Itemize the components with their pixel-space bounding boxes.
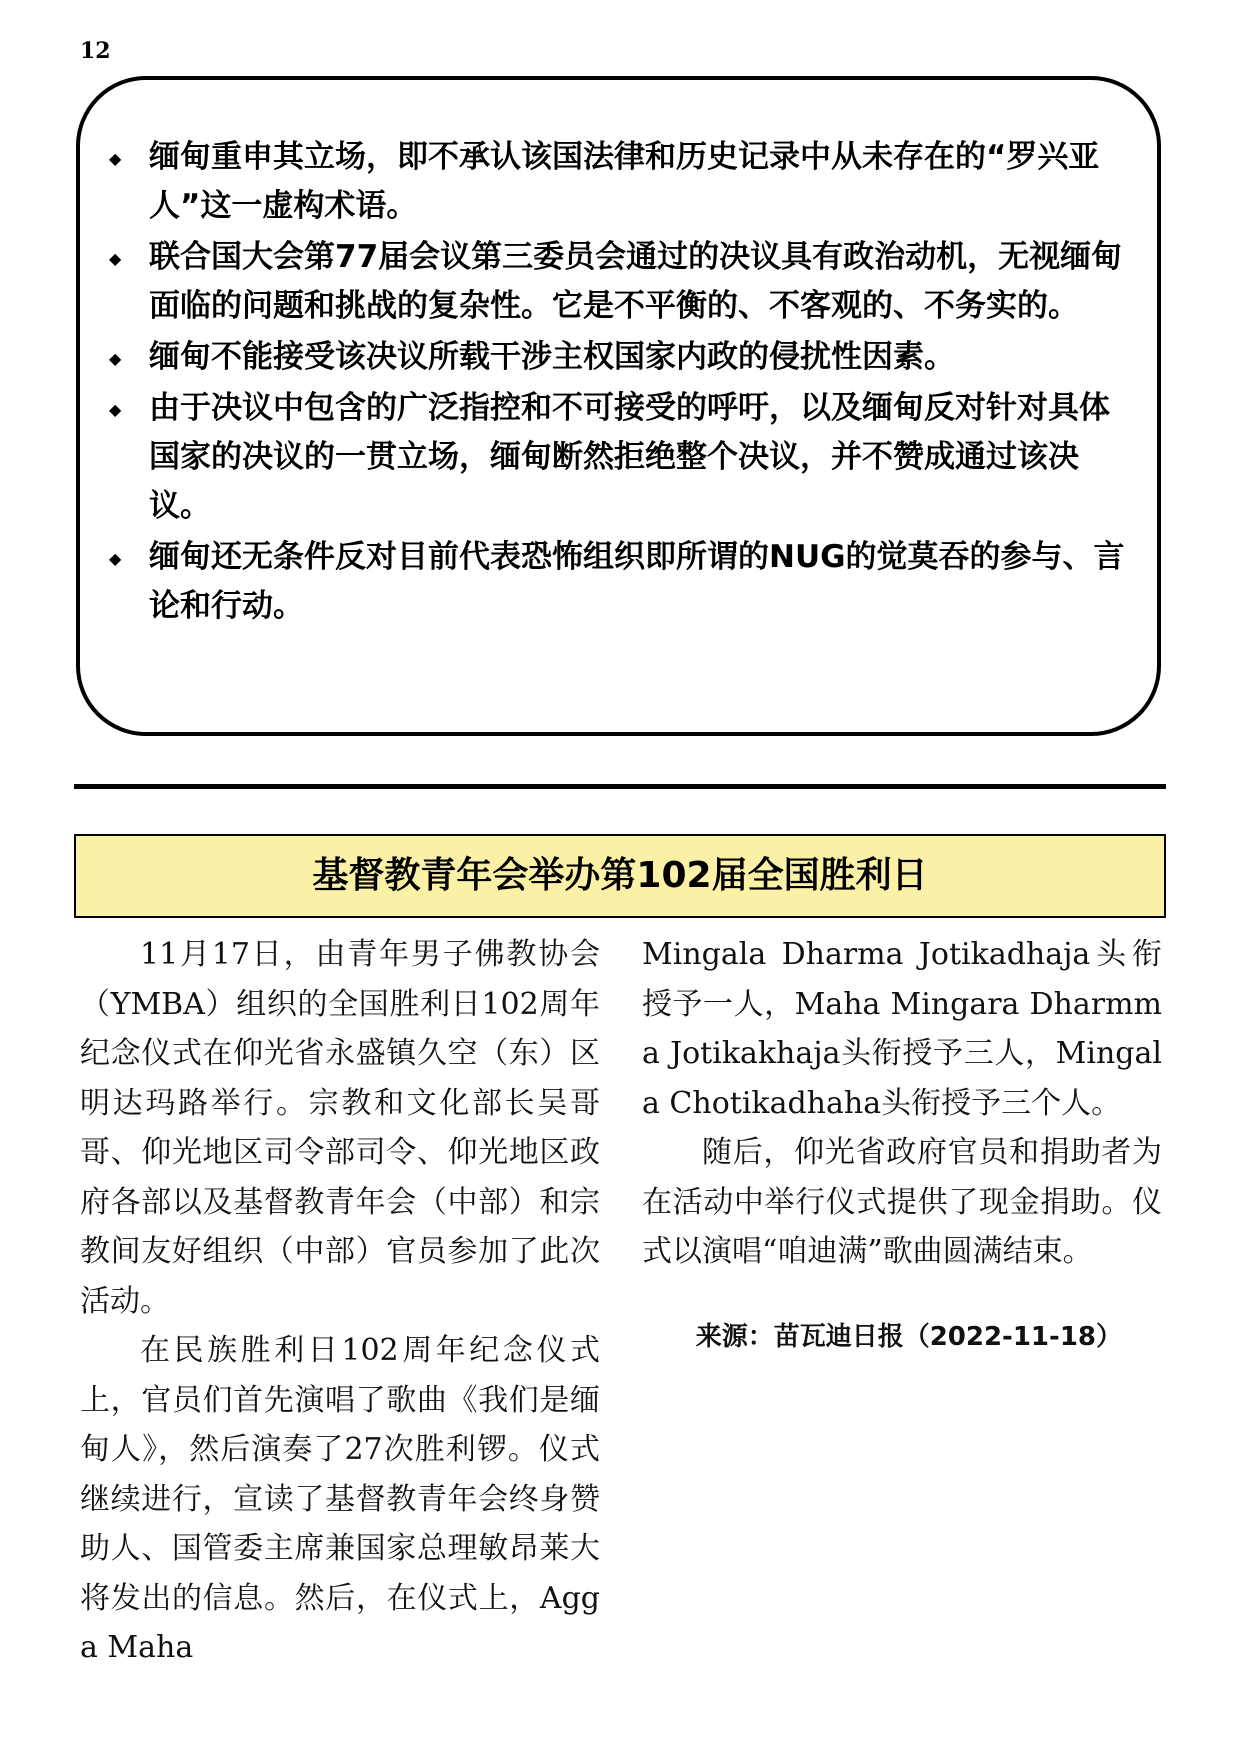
diamond-bullet-icon: ◆: [109, 249, 122, 268]
diamond-bullet-icon: ◆: [109, 400, 122, 419]
diamond-bullet-icon: ◆: [109, 349, 122, 368]
right-column: [642, 930, 1162, 1362]
bullet-list: [105, 133, 1140, 633]
list-item: [105, 133, 1140, 231]
bullet-text: 缅甸重申其立场，即不承认该国法律和历史记录中从未存在的“罗兴亚人”这一虚构术语。: [149, 139, 1100, 224]
list-item: [105, 333, 1140, 382]
article-title: 基督教青年会举办第102届全国胜利日: [74, 834, 1166, 918]
diamond-bullet-icon: ◆: [109, 549, 122, 568]
paragraph: Mingala Dharma Jotikadhaja头衔授予一人，Maha Mingara Dharmma Jotikakhaja头衔授予三人，Mingala Chotikadhaha头衔授予三个人。: [642, 937, 1162, 1121]
paragraph: 11月17日，由青年男子佛教协会（YMBA）组织的全国胜利日102周年纪念仪式在仰光省永盛镇久空（东）区明达玛路举行。宗教和文化部长吴哥哥、仰光地区司令部司令、仰光地区政府各部以及基督教青年会（中部）和宗教间友好组织（中部）官员参加了此次活动。: [80, 937, 600, 1319]
list-item: [105, 533, 1140, 631]
bullet-text: 缅甸不能接受该决议所载干涉主权国家内政的侵扰性因素。: [149, 339, 955, 375]
source-credit: 来源：苗瓦迪日报（2022-11-18）: [695, 1321, 1122, 1352]
diamond-bullet-icon: ◆: [109, 149, 122, 168]
bullet-text: 由于决议中包含的广泛指控和不可接受的呼吁，以及缅甸反对针对具体国家的决议的一贯立场，缅甸断然拒绝整个决议，并不赞成通过该决议。: [149, 390, 1110, 524]
bullet-text: 联合国大会第77届会议第三委员会通过的决议具有政治动机，无视缅甸面临的问题和挑战的复杂性。它是不平衡的、不客观的、不务实的。: [149, 239, 1123, 324]
article-body: [80, 930, 1162, 1670]
paragraph: 在民族胜利日102周年纪念仪式上，官员们首先演唱了歌曲《我们是缅甸人》，然后演奏了27次胜利锣。仪式继续进行，宣读了基督教青年会终身赞助人、国管委主席兼国家总理敏昂莱大将发出的信息。然后，在仪式上，Agga Maha: [80, 1333, 600, 1665]
paragraph: 随后，仰光省政府官员和捐助者为在活动中举行仪式提供了现金捐助。仪式以演唱“咱迪满”歌曲圆满结束。: [642, 1135, 1162, 1269]
left-column: [80, 930, 600, 1673]
bullet-text: 缅甸还无条件反对目前代表恐怖组织即所谓的NUG的觉莫吞的参与、言论和行动。: [149, 539, 1125, 624]
list-item: [105, 233, 1140, 331]
page-number: 12: [80, 38, 111, 64]
section-divider: [74, 784, 1166, 789]
list-item: [105, 384, 1140, 531]
